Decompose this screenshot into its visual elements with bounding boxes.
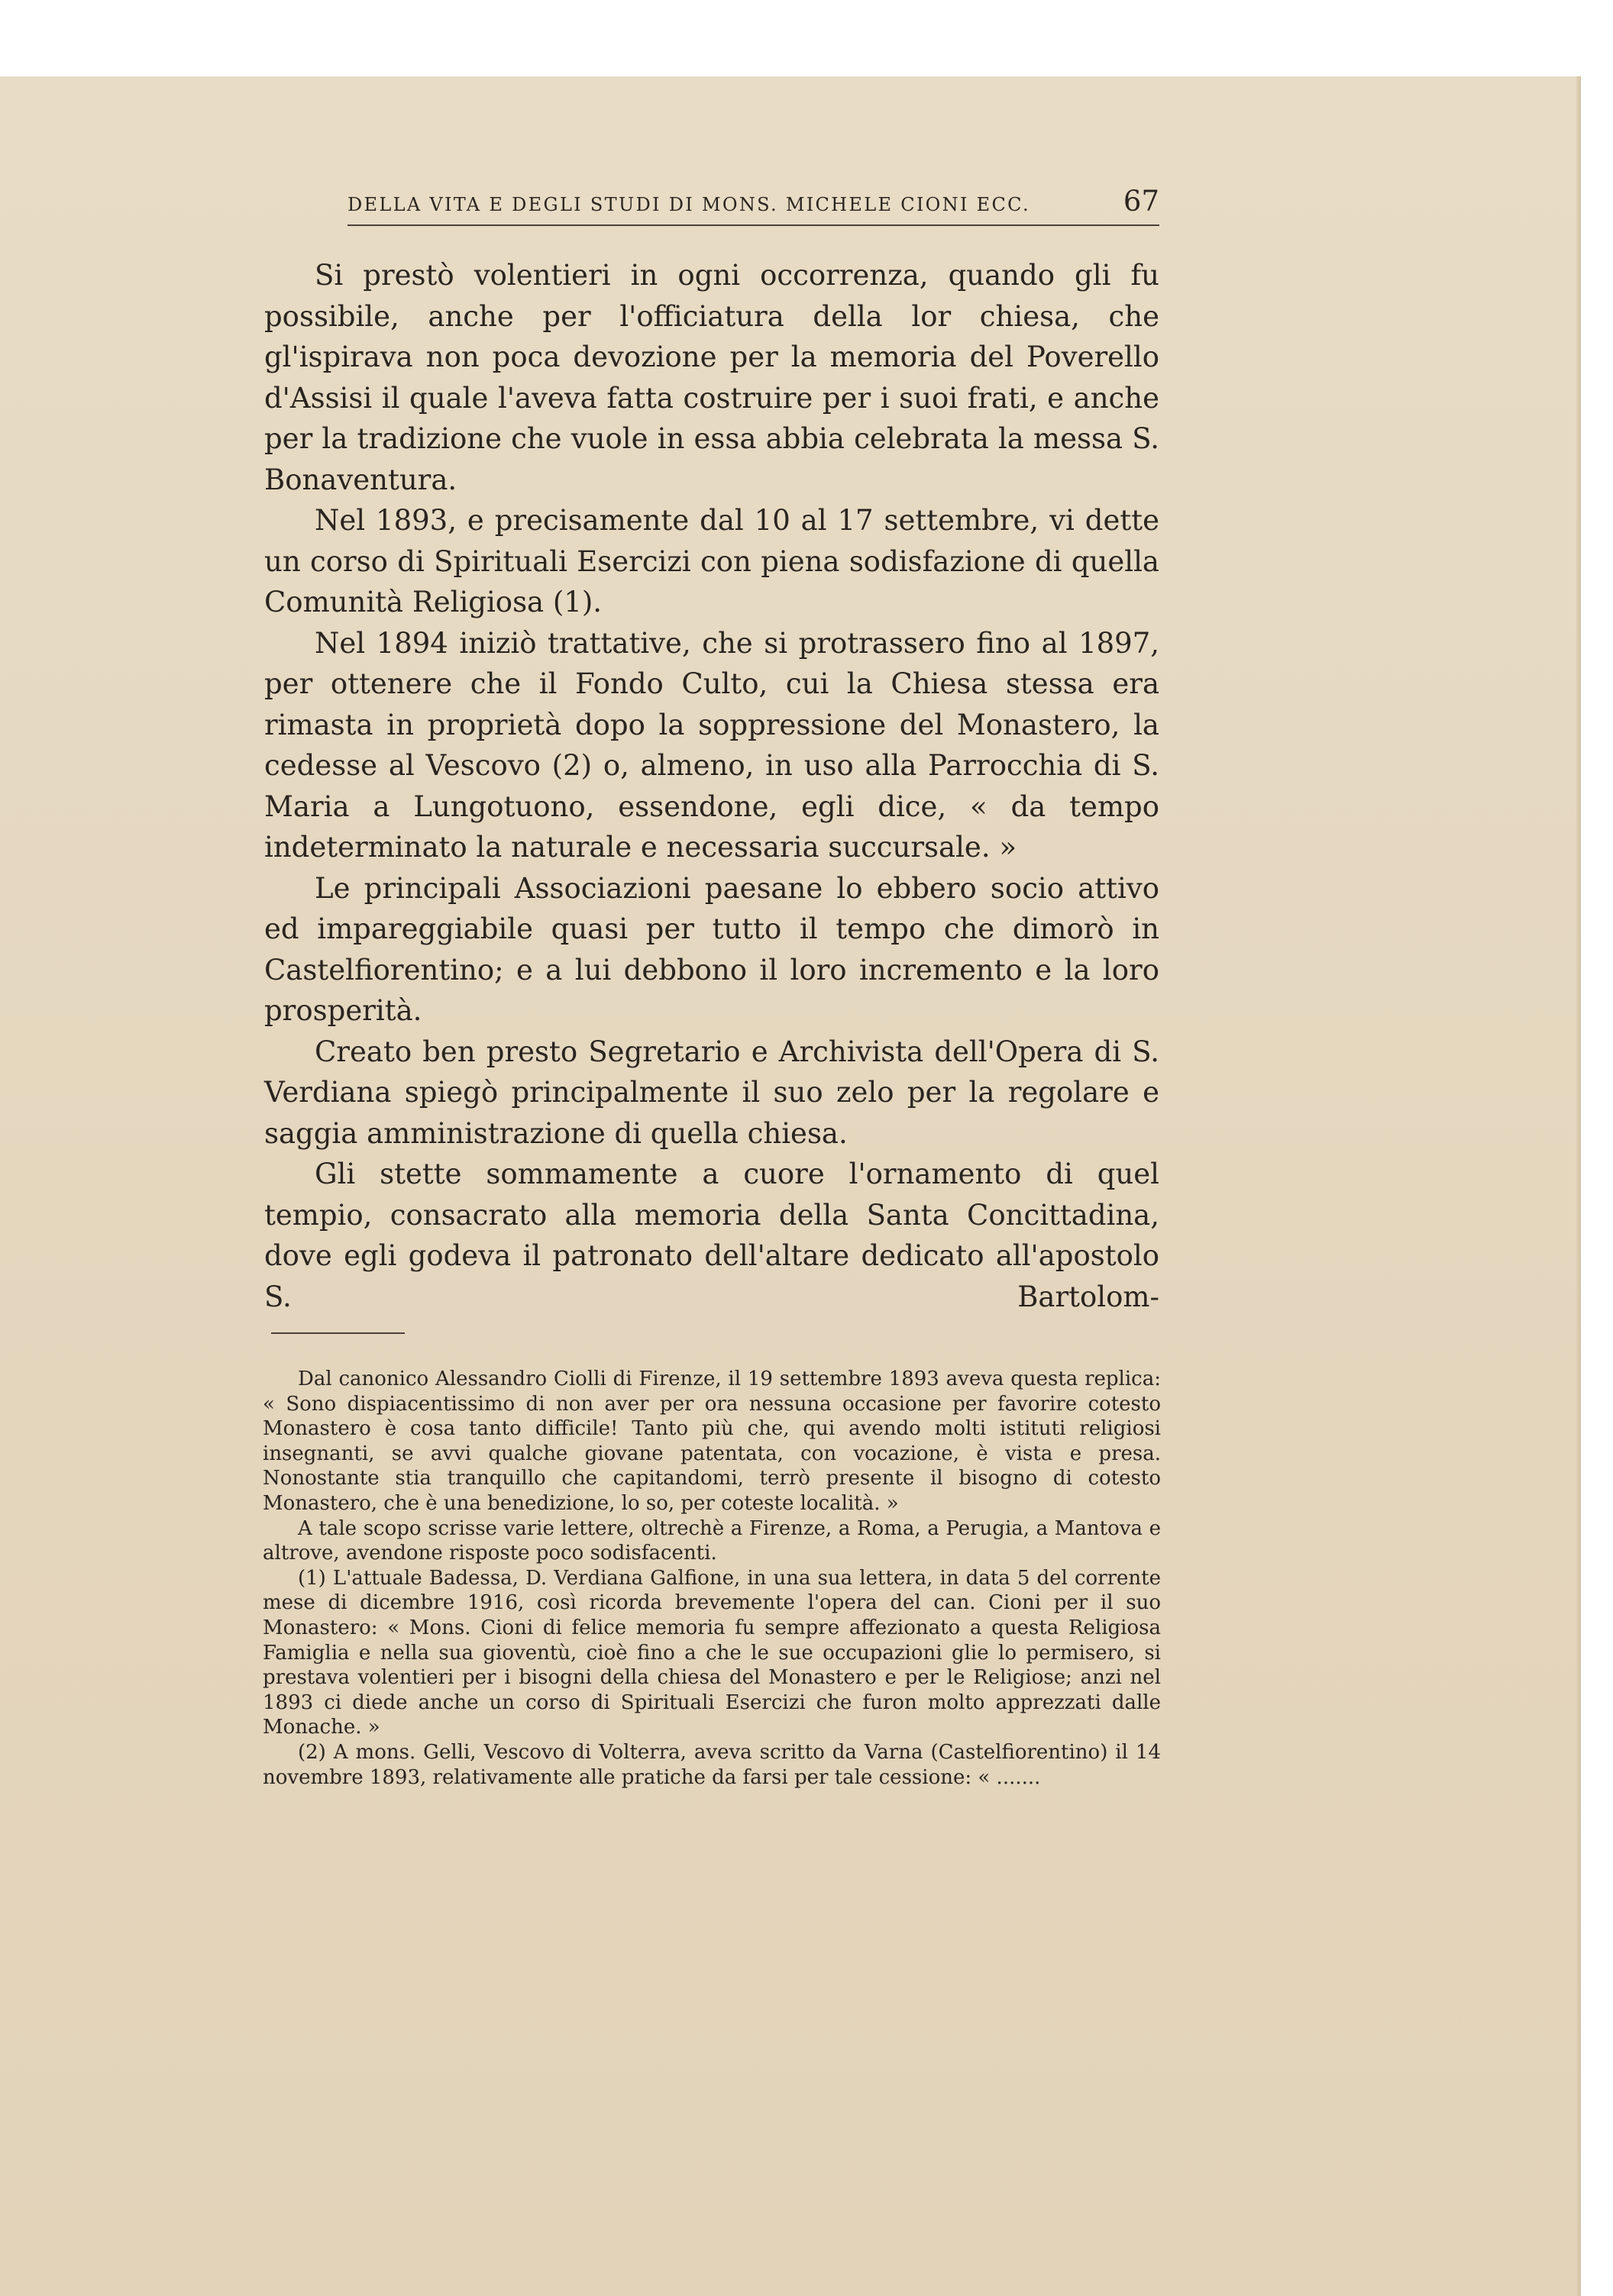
- paragraph-1: Si prestò volentieri in ogni occorrenza, quando gli fu possibile, anche per l'officiatura della lor chiesa, che gl'ispirava non poca devozione per la memoria del Poverello d'Assisi il quale l'aveva fatta costruire per i suoi frati, e anche per la tradizione che vuole in essa abbia celebrata la messa S. Bonaventura.: [264, 259, 1159, 496]
- footnote-continuation-2: A tale scopo scrisse varie lettere, oltrechè a Firenze, a Roma, a Perugia, a Mantova e altrove, avendone risposte poco sodisfacenti.: [263, 1516, 1161, 1565]
- body-text: [264, 255, 1159, 1317]
- page-header: [347, 177, 1159, 231]
- footnotes: [263, 1367, 1161, 1790]
- page-number: 67: [1123, 185, 1159, 218]
- paragraph-3: Nel 1894 iniziò trattative, che si protrassero fino al 1897, per ottenere che il Fondo Culto, cui la Chiesa stessa era rimasta in proprietà dopo la soppressione del Monastero, la cedesse al Vescovo (2) o, almeno, in uso alla Parrocchia di S. Maria a Lungotuono, essendone, egli dice, « da tempo indeterminato la naturale e necessaria succursale. »: [264, 626, 1159, 864]
- paragraph-2: Nel 1893, e precisamente dal 10 al 17 settembre, vi dette un corso di Spirituali Esercizi con piena sodisfazione di quella Comunità Religiosa (1).: [264, 504, 1159, 618]
- paragraph-5: Creato ben presto Segretario e Archivista dell'Opera di S. Verdiana spiegò principalmente il suo zelo per la regolare e saggia amministrazione di quella chiesa.: [264, 1035, 1159, 1150]
- footnote-rule: [271, 1332, 405, 1334]
- footnote-2: (2) A mons. Gelli, Vescovo di Volterra, aveva scritto da Varna (Castelfiorentino) il 14 novembre 1893, relativamente alle pratiche da farsi per tale cessione: « .......: [263, 1740, 1161, 1789]
- footnote-1: (1) L'attuale Badessa, D. Verdiana Galfione, in una sua lettera, in data 5 del corrente mese di dicembre 1916, così ricorda brevemente l'opera del can. Cioni per il suo Monastero: « Mons. Cioni di felice memoria fu sempre affezionato a questa Religiosa Famiglia e nella sua gioventù, cioè fino a che le sue occupazioni glie lo permisero, si prestava volentieri per i bisogni della chiesa del Monastero e per le Religiose; anzi nel 1893 ci diede anche un corso di Spirituali Esercizi che furon molto apprezzati dalle Monache. »: [263, 1566, 1161, 1739]
- running-title: DELLA VITA E DEGLI STUDI DI MONS. MICHELE CIONI ECC.: [347, 194, 1030, 215]
- footnote-continuation: Dal canonico Alessandro Ciolli di Firenze, il 19 settembre 1893 aveva questa replica: « Sono dispiacentissimo di non aver per ora nessuna occasione per favorire cotesto Monastero è cosa tanto difficile! Tanto più che, qui avendo molti istituti religiosi insegnanti, se avvi qualche giovane patentata, con vocazione, è vista e presa. Nonostante stia tranquillo che capitandomi, terrò presente il bisogno di cotesto Monastero, che è una benedizione, lo so, per coteste località. »: [263, 1368, 1161, 1515]
- paragraph-6: Gli stette sommamente a cuore l'ornamento di quel tempio, consacrato alla memoria della Santa Concittadina, dove egli godeva il patronato dell'altare dedicato all'apostolo S. Bartolom-: [264, 1158, 1159, 1313]
- paragraph-4: Le principali Associazioni paesane lo ebbero socio attivo ed impareggiabile quasi per tutto il tempo che dimorò in Castelfiorentino; e a lui debbono il loro incremento e la loro prosperità.: [264, 871, 1159, 1027]
- page-edge: [1576, 76, 1581, 2296]
- header-rule: [347, 224, 1159, 226]
